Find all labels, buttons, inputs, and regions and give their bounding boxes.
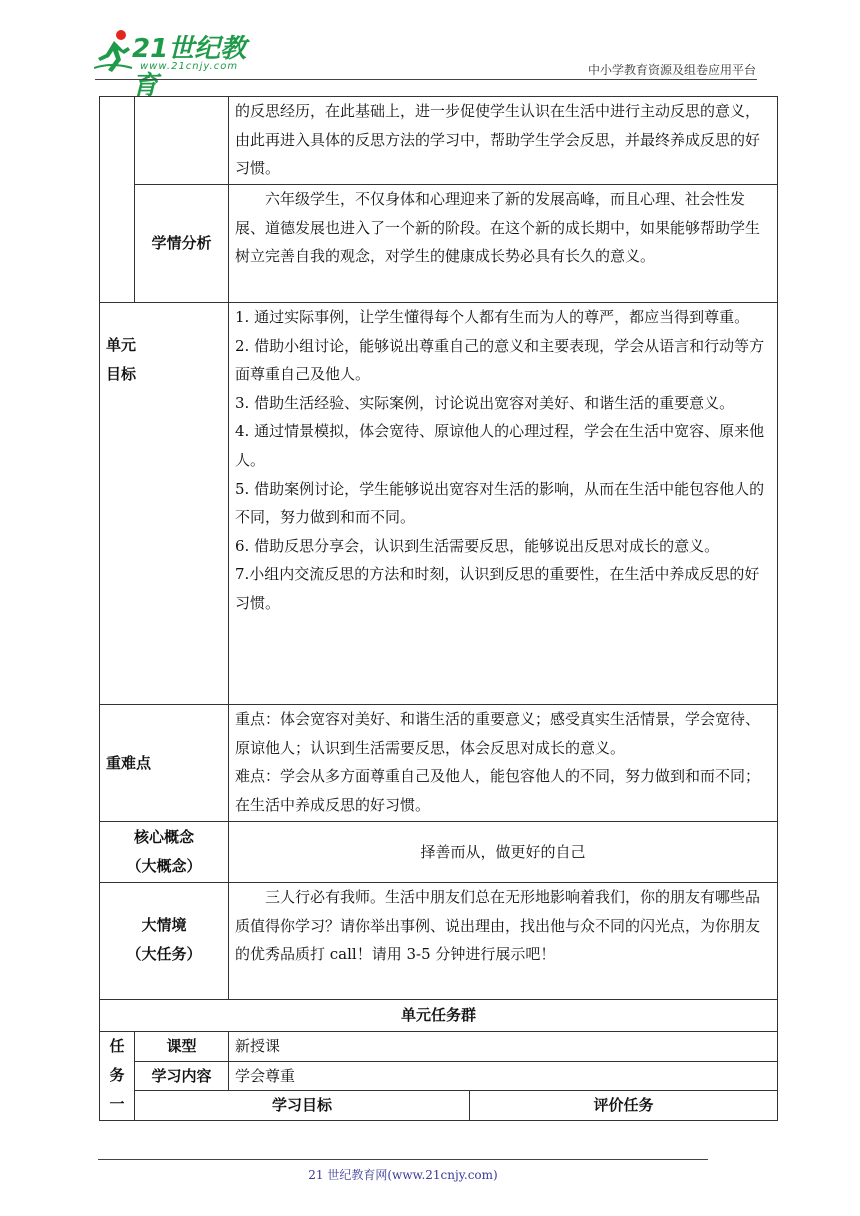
goal-item: 6. 借助反思分享会，认识到生活需要反思，能够说出反思对成长的意义。 <box>235 536 720 555</box>
page-header <box>0 0 860 101</box>
table-row <box>100 1091 778 1121</box>
eval-header: 评价任务 <box>470 1091 778 1121</box>
goals-label <box>100 303 229 705</box>
goal-item: 5. 借助案例讨论，学生能够说出宽容对生活的影响，从而在生活中能包容他人的不同，努力做到和而不同。 <box>235 479 765 527</box>
difficulty-text: 难点：学会从多方面尊重自己及他人，能包容他人的不同，努力做到和而不同；在生活中养成反思的好习惯。 <box>235 767 761 814</box>
taskgroup-title: 单元任务群 <box>100 1000 778 1032</box>
situation-label-line2: （大任务） <box>126 944 202 963</box>
unit-plan-table <box>99 96 778 1121</box>
goal-item: 3. 借助生活经验、实际案例，讨论说出宽容对美好、和谐生活的重要意义。 <box>235 393 735 412</box>
concept-label-line2: （大概念） <box>126 857 202 875</box>
table-row <box>100 97 778 185</box>
site-logo[interactable] <box>94 28 264 101</box>
logo-text: 21世纪教育 <box>132 34 247 101</box>
table-row <box>100 303 778 705</box>
goal-header: 学习目标 <box>135 1091 470 1121</box>
task-one-char: 一 <box>109 1095 125 1113</box>
keypoints-label: 重难点 <box>100 705 229 822</box>
goals-cell <box>229 303 778 705</box>
goal-item: 1. 通过实际事例，让学生懂得每个人都有生而为人的尊严，都应当得到尊重。 <box>235 308 750 326</box>
footer-divider <box>98 1159 708 1160</box>
blank-cell <box>100 97 135 303</box>
table-row <box>100 1032 778 1062</box>
situation-label <box>100 883 229 1000</box>
concept-text: 择善而从，做更好的自己 <box>420 842 586 861</box>
concept-cell <box>229 822 778 883</box>
goal-item: 4. 通过情景模拟，体会宽待、原谅他人的心理过程，学会在生活中宽容、原来他人。 <box>235 422 765 469</box>
task-one-label <box>100 1032 135 1121</box>
situation-cell <box>229 883 778 1000</box>
content-label: 学习内容 <box>135 1061 229 1091</box>
content-value: 学会尊重 <box>229 1061 778 1091</box>
blank-cell <box>135 97 229 185</box>
goals-label-line2: 目标 <box>106 364 137 383</box>
task-one-char: 任 <box>109 1037 125 1055</box>
table-row <box>100 1061 778 1091</box>
table-row <box>100 705 778 822</box>
xueqing-text: 六年级学生，不仅身体和心理迎来了新的发展高峰，而且心理、社会性发展、道德发展也进入了一个新的阶段。在这个新的成长期中，如果能够帮助学生树立完善自我的观念，对学生的健康成长势必具有长久的意义。 <box>235 190 761 266</box>
concept-label <box>100 822 229 883</box>
key-point-text: 重点：体会宽容对美好、和谐生活的重要意义；感受真实生活情景，学会宽待、原谅他人；认识到生活需要反思，体会反思对成长的意义。 <box>235 710 761 757</box>
table-row <box>100 883 778 1000</box>
table-row <box>100 1000 778 1032</box>
footer-link[interactable]: 21 世纪教育网(www.21cnjy.com) <box>308 1168 498 1182</box>
concept-label-line1: 核心概念 <box>133 828 194 847</box>
header-divider <box>95 79 757 80</box>
table-row <box>100 185 778 303</box>
situation-text: 三人行必有我师。生活中朋友们总在无形地影响着我们，你的朋友有哪些品质值得你学习？请你举出事例、说出理由，找出他与众不同的闪光点，为你朋友的优秀品质打 call！请用 3-5 分钟进行展示吧！ <box>235 888 761 964</box>
goals-label-line1: 单元 <box>106 336 137 354</box>
keypoints-cell <box>229 705 778 822</box>
course-type-value: 新授课 <box>229 1032 778 1062</box>
xueqing-label: 学情分析 <box>135 185 229 303</box>
analysis-continued-text: 的反思经历，在此基础上，进一步促使学生认识在生活中进行主动反思的意义，由此再进入具体的反思方法的学习中，帮助学生学会反思，并最终养成反思的好习惯。 <box>235 102 761 178</box>
running-figure-icon <box>94 28 134 74</box>
goal-item: 2. 借助小组讨论，能够说出尊重自己的意义和主要表现，学会从语言和行动等方面尊重自己及他人。 <box>235 336 765 384</box>
task-one-char: 务 <box>109 1066 125 1084</box>
situation-label-line1: 大情境 <box>141 916 187 934</box>
analysis-continued <box>229 97 778 185</box>
logo-url: www.21cnjy.com <box>140 61 239 72</box>
goal-item: 7.小组内交流反思的方法和时刻，认识到反思的重要性，在生活中养成反思的好习惯。 <box>235 565 760 612</box>
platform-name: 中小学教育资源及组卷应用平台 <box>587 63 756 77</box>
table-row <box>100 822 778 883</box>
course-type-label: 课型 <box>135 1032 229 1062</box>
xueqing-cell <box>229 185 778 303</box>
